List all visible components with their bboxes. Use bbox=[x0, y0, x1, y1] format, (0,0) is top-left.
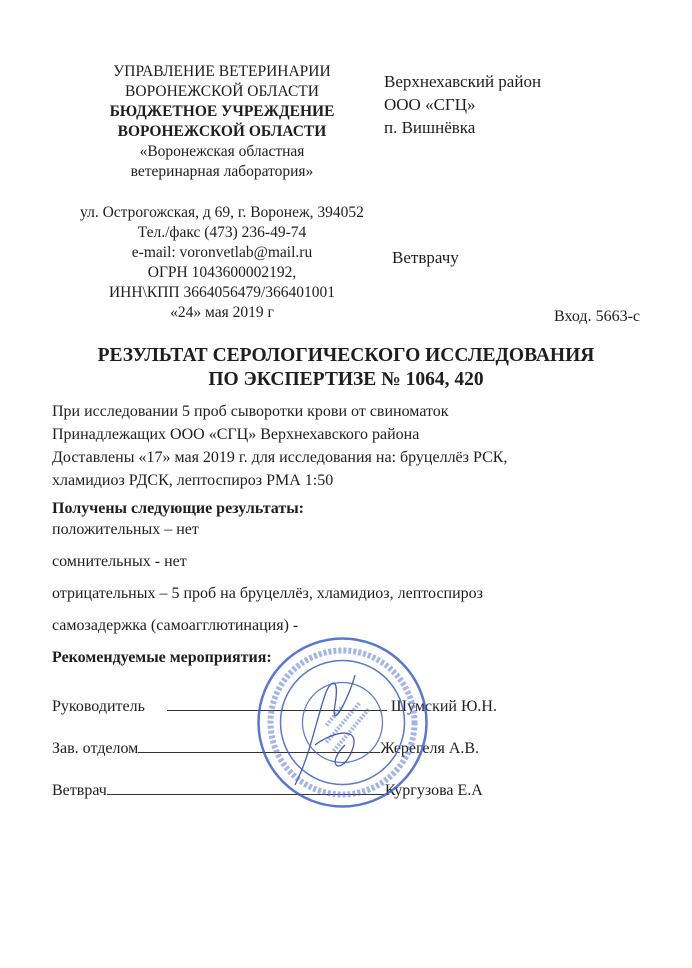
org-line: ветеринарная лаборатория» bbox=[130, 163, 314, 180]
recipient: Ветврачу bbox=[392, 248, 459, 267]
company: ООО «СГЦ» bbox=[384, 95, 476, 114]
letter-date: «24» мая 2019 г bbox=[170, 304, 274, 321]
signature-role: Ветврач bbox=[52, 782, 107, 799]
body-text bbox=[52, 400, 507, 492]
body-line: Принадлежащих ООО «СГЦ» Верхнехавского района bbox=[52, 426, 420, 443]
results-heading: Получены следующие результаты: bbox=[52, 500, 305, 517]
recommended-heading: Рекомендуемые мероприятия: bbox=[52, 649, 272, 666]
org-line: «Воронежская областная bbox=[139, 143, 305, 160]
body-line: Доставлены «17» мая 2019 г. для исследования на: бруцеллёз РСК, bbox=[52, 449, 508, 466]
title-line: ПО ЭКСПЕРТИЗЕ № 1064, 420 bbox=[208, 369, 484, 390]
signature-name: Кургузова Е.А bbox=[384, 782, 483, 799]
org-line: ВОРОНЕЖСКОЙ ОБЛАСТИ bbox=[117, 123, 327, 140]
result-doubtful: сомнительных - нет bbox=[52, 553, 187, 570]
email: e-mail: voronvetlab@mail.ru bbox=[131, 244, 313, 261]
body-line: При исследовании 5 проб сыворотки крови от свиноматок bbox=[52, 403, 449, 420]
org-line: ВОРОНЕЖСКОЙ ОБЛАСТИ bbox=[125, 83, 319, 100]
title-line: РЕЗУЛЬТАТ СЕРОЛОГИЧЕСКОГО ИССЛЕДОВАНИЯ bbox=[97, 345, 595, 366]
document-title bbox=[0, 344, 692, 392]
address: ул. Острогожская, д 69, г. Воронеж, 394052 bbox=[80, 204, 364, 221]
ogrn: ОГРН 1043600002192, bbox=[147, 264, 297, 281]
signature-role: Зав. отделом bbox=[52, 740, 139, 757]
signature-role: Руководитель bbox=[52, 698, 145, 715]
inn-kpp: ИНН\КПП 3664056479/366401001 bbox=[108, 284, 336, 301]
phone: Тел./факс (473) 236-49-74 bbox=[137, 224, 307, 241]
village: п. Вишнёвка bbox=[384, 118, 476, 137]
official-stamp-icon bbox=[255, 635, 430, 810]
signature-name: Жерегеля А.В. bbox=[380, 740, 480, 757]
result-negative: отрицательных – 5 проб на бруцеллёз, хламидиоз, лептоспироз bbox=[52, 585, 483, 602]
org-line: УПРАВЛЕНИЕ ВЕТЕРИНАРИИ bbox=[113, 63, 331, 80]
district: Верхнехавский район bbox=[384, 72, 542, 91]
sender-header bbox=[72, 62, 372, 323]
body-line: хламидиоз РДСК, лептоспироз РМА 1:50 bbox=[52, 472, 334, 489]
result-positive: положительных – нет bbox=[52, 521, 199, 538]
result-self-delay: самозадержка (самоагглютинация) - bbox=[52, 617, 299, 634]
incoming-number: Вход. 5663-с bbox=[554, 308, 640, 325]
signature-name: Шумский Ю.Н. bbox=[390, 698, 497, 715]
org-line: БЮДЖЕТНОЕ УЧРЕЖДЕНИЕ bbox=[109, 103, 335, 120]
recipient-block bbox=[384, 70, 541, 139]
